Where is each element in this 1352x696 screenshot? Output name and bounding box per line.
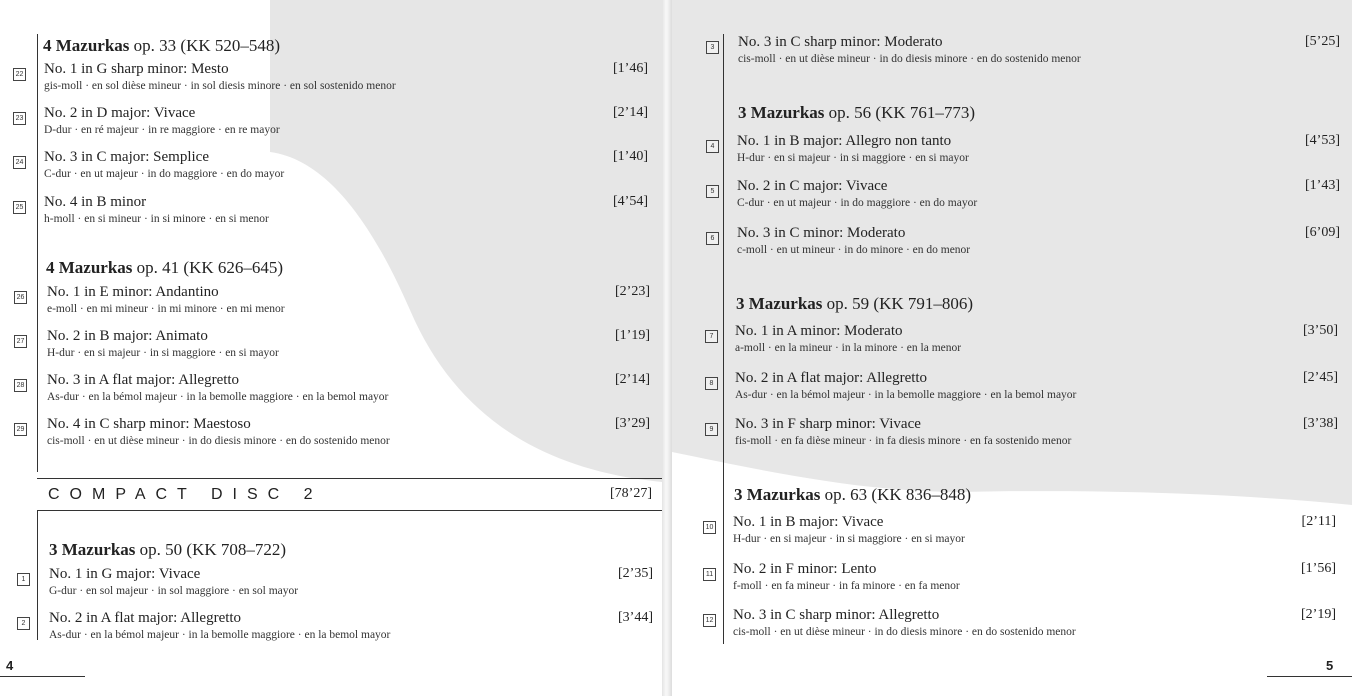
- track-number-box: 24: [13, 156, 26, 169]
- track-number-box: 12: [703, 614, 716, 627]
- left-footer-rule: [0, 676, 85, 677]
- track-title: No. 1 in G major: Vivace: [49, 566, 201, 582]
- track-title: No. 1 in B major: Vivace: [733, 514, 884, 530]
- track-duration: [3’44]: [618, 610, 653, 625]
- track-number-box: 5: [706, 185, 719, 198]
- track-keys: cis-moll · en ut dièse mineur · in do diesis minore · en do sostenido menor: [738, 53, 1081, 65]
- track-duration: [4’54]: [613, 194, 648, 209]
- disc-top-rule: [37, 478, 662, 479]
- section-heading: [736, 294, 973, 314]
- track-title: No. 1 in A minor: Moderato: [735, 323, 903, 339]
- track-duration: [4’53]: [1305, 133, 1340, 148]
- track-duration: [2’14]: [615, 372, 650, 387]
- page-number-left: 4: [6, 658, 14, 673]
- section-opus: op. 41 (KK 626–645): [136, 258, 284, 277]
- track-duration: [3’29]: [615, 416, 650, 431]
- track-duration: [1’43]: [1305, 178, 1340, 193]
- track-duration: [2’19]: [1301, 607, 1336, 622]
- track-number-box: 2: [17, 617, 30, 630]
- track-duration: [2’23]: [615, 284, 650, 299]
- track-duration: [5’25]: [1305, 34, 1340, 49]
- track-number-box: 22: [13, 68, 26, 81]
- section-opus: op. 33 (KK 520–548): [133, 36, 281, 55]
- section-heading: [49, 540, 286, 560]
- track-number-box: 4: [706, 140, 719, 153]
- section-heading: [46, 258, 283, 278]
- track-title: No. 3 in C sharp minor: Moderato: [738, 34, 943, 50]
- track-number-box: 9: [705, 423, 718, 436]
- track-title: No. 3 in C sharp minor: Allegretto: [733, 607, 940, 623]
- track-keys: C-dur · en ut majeur · in do maggiore · en do mayor: [737, 197, 978, 209]
- track-title: No. 1 in E minor: Andantino: [47, 284, 219, 300]
- section-title: 4 Mazurkas: [43, 36, 130, 55]
- track-title: No. 3 in C major: Semplice: [44, 149, 209, 165]
- track-number-box: 3: [706, 41, 719, 54]
- track-number-box: 23: [13, 112, 26, 125]
- left-margin-rule-lower: [37, 510, 38, 640]
- track-title: No. 2 in F minor: Lento: [733, 561, 877, 577]
- track-number-box: 7: [705, 330, 718, 343]
- track-title: No. 3 in F sharp minor: Vivace: [735, 416, 921, 432]
- disc-bottom-rule: [37, 510, 662, 511]
- section-title: 4 Mazurkas: [46, 258, 133, 277]
- track-title: No. 1 in B major: Allegro non tanto: [737, 133, 952, 149]
- track-keys: D-dur · en ré majeur · in re maggiore · en re mayor: [44, 124, 280, 136]
- left-margin-rule: [37, 34, 38, 472]
- track-duration: [3’38]: [1303, 416, 1338, 431]
- track-keys: As-dur · en la bémol majeur · in la bemolle maggiore · en la bemol mayor: [735, 389, 1077, 401]
- track-duration: [6’09]: [1305, 225, 1340, 240]
- track-duration: [2’14]: [613, 105, 648, 120]
- track-keys: h-moll · en si mineur · in si minore · en si menor: [44, 213, 269, 225]
- track-title: No. 3 in C minor: Moderato: [737, 225, 906, 241]
- section-heading: [43, 36, 280, 56]
- track-duration: [1’19]: [615, 328, 650, 343]
- track-keys: a-moll · en la mineur · in la minore · en la menor: [735, 342, 962, 354]
- section-heading: [738, 103, 975, 123]
- track-number-box: 11: [703, 568, 716, 581]
- track-keys: As-dur · en la bémol majeur · in la bemolle maggiore · en la bemol mayor: [49, 629, 391, 641]
- book-gutter: [662, 0, 672, 696]
- track-title: No. 2 in B major: Animato: [47, 328, 208, 344]
- right-footer-rule: [1267, 676, 1352, 677]
- page-number-right: 5: [1326, 658, 1334, 673]
- track-keys: As-dur · en la bémol majeur · in la bemolle maggiore · en la bemol mayor: [47, 391, 389, 403]
- section-heading: [734, 485, 971, 505]
- track-keys: G-dur · en sol majeur · in sol maggiore · en sol mayor: [49, 585, 299, 597]
- track-number-box: 8: [705, 377, 718, 390]
- disc-label: COMPACT DISC 2: [48, 486, 323, 503]
- track-keys: cis-moll · en ut dièse mineur · in do diesis minore · en do sostenido menor: [47, 435, 390, 447]
- section-opus: op. 56 (KK 761–773): [828, 103, 976, 122]
- section-opus: op. 63 (KK 836–848): [824, 485, 972, 504]
- track-title: No. 1 in G sharp minor: Mesto: [44, 61, 229, 77]
- track-keys: cis-moll · en ut dièse mineur · in do diesis minore · en do sostenido menor: [733, 626, 1076, 638]
- track-keys: H-dur · en si majeur · in si maggiore · en si mayor: [733, 533, 965, 545]
- track-keys: C-dur · en ut majeur · in do maggiore · en do mayor: [44, 168, 285, 180]
- section-title: 3 Mazurkas: [736, 294, 823, 313]
- track-number-box: 29: [14, 423, 27, 436]
- track-duration: [3’50]: [1303, 323, 1338, 338]
- section-opus: op. 50 (KK 708–722): [139, 540, 287, 559]
- track-number-box: 27: [14, 335, 27, 348]
- track-title: No. 4 in C sharp minor: Maestoso: [47, 416, 251, 432]
- track-duration: [1’40]: [613, 149, 648, 164]
- track-keys: gis-moll · en sol dièse mineur · in sol diesis minore · en sol sostenido menor: [44, 80, 396, 92]
- section-title: 3 Mazurkas: [49, 540, 136, 559]
- track-title: No. 4 in B minor: [44, 194, 147, 210]
- track-number-box: 6: [706, 232, 719, 245]
- section-title: 3 Mazurkas: [734, 485, 821, 504]
- track-keys: e-moll · en mi mineur · in mi minore · en mi menor: [47, 303, 285, 315]
- track-number-box: 10: [703, 521, 716, 534]
- track-number-box: 25: [13, 201, 26, 214]
- track-number-box: 26: [14, 291, 27, 304]
- track-keys: f-moll · en fa mineur · in fa minore · en fa menor: [733, 580, 960, 592]
- track-keys: H-dur · en si majeur · in si maggiore · en si mayor: [47, 347, 279, 359]
- track-number-box: 1: [17, 573, 30, 586]
- track-title: No. 2 in A flat major: Allegretto: [735, 370, 928, 386]
- track-duration: [2’35]: [618, 566, 653, 581]
- track-keys: c-moll · en ut mineur · in do minore · en do menor: [737, 244, 971, 256]
- track-duration: [1’56]: [1301, 561, 1336, 576]
- track-duration: [1’46]: [613, 61, 648, 76]
- track-title: No. 2 in D major: Vivace: [44, 105, 196, 121]
- track-keys: fis-moll · en fa dièse mineur · in fa diesis minore · en fa sostenido menor: [735, 435, 1072, 447]
- track-keys: H-dur · en si majeur · in si maggiore · en si mayor: [737, 152, 969, 164]
- track-title: No. 2 in C major: Vivace: [737, 178, 888, 194]
- section-title: 3 Mazurkas: [738, 103, 825, 122]
- track-duration: [2’11]: [1301, 514, 1336, 529]
- track-title: No. 3 in A flat major: Allegretto: [47, 372, 240, 388]
- disc-duration: [78’27]: [610, 486, 652, 501]
- track-duration: [2’45]: [1303, 370, 1338, 385]
- right-margin-rule: [723, 34, 724, 644]
- section-opus: op. 59 (KK 791–806): [826, 294, 974, 313]
- track-number-box: 28: [14, 379, 27, 392]
- track-title: No. 2 in A flat major: Allegretto: [49, 610, 242, 626]
